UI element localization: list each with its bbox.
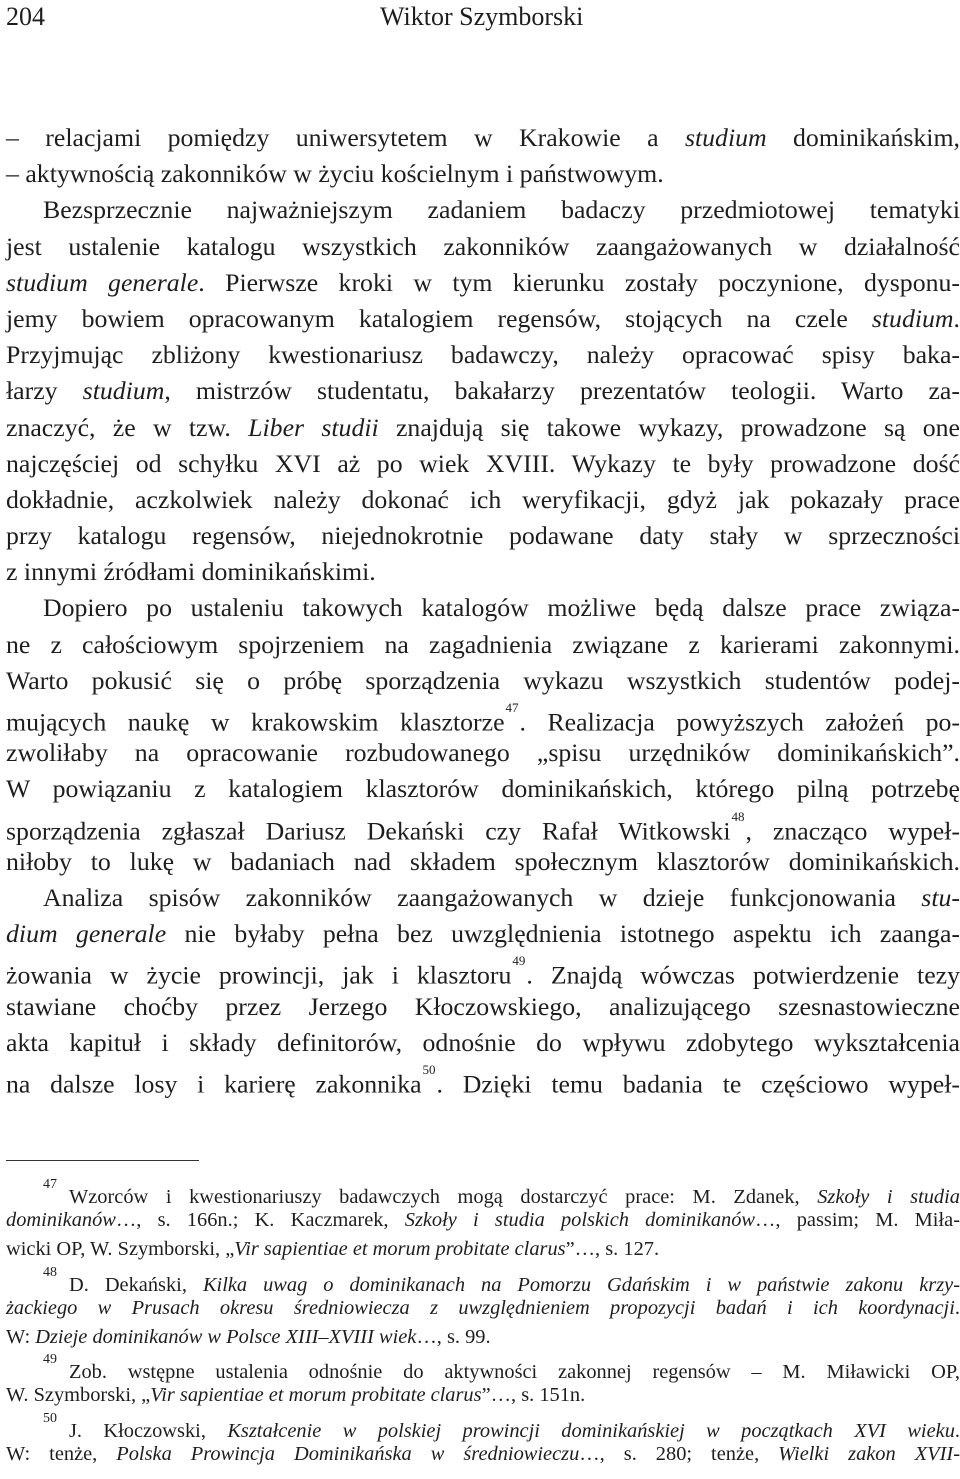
page-header	[6, 0, 960, 34]
text-line: łarzy studium, mistrzów studentatu, bakałarzy prezentatów teologii. Warto za-	[6, 376, 960, 406]
text-line: akta kapituł i składy definitorów, odnośnie do wpływu zdobytego wykształcenia	[6, 1027, 960, 1057]
footnote-line: żackiego w Prusach okresu średniowiecza z uwzględnieniem propozycji badań i ich koordynacji.	[6, 1296, 960, 1319]
footnote-50: $^{50}$J. Kłoczowski, Kształcenie w polskiej prowincji dominikańskiej w początkach XVI wieku.	[43, 1410, 960, 1442]
text-line: ne z całościowym spojrzeniem na zagadnienia związane z karierami zakonnymi.	[6, 629, 960, 659]
text-line: studium generale. Pierwsze kroki w tym kierunku zostały poczynione, dysponu-	[6, 267, 960, 297]
text-line: mujących naukę w krakowskim klasztorze$^{47}$. Realizacja powyższych założeń po-	[6, 700, 960, 737]
text-line: W powiązaniu z katalogiem klasztorów dominikańskich, którego pilną potrzebę	[6, 774, 960, 804]
footnote-separator	[6, 1160, 199, 1161]
main-text	[6, 120, 960, 1097]
paragraph-first-line: Bezsprzecznie najważniejszym zadaniem badaczy przedmiotowej tematyki	[43, 195, 960, 225]
text-line: stawiane choćby przez Jerzego Kłoczowskiego, analizującego szesnastowieczne	[6, 991, 960, 1021]
footnotes	[6, 1177, 960, 1469]
paragraph-first-line: Analiza spisów zakonników zaangażowanych w dzieje funkcjonowania stu-	[43, 882, 960, 912]
footnote-ref: 47	[505, 700, 519, 715]
footnote-line: W: Dzieje dominikanów w Polsce XIII–XVIII wiek…, s. 99.	[6, 1325, 491, 1348]
footnote-ref: 48	[731, 808, 745, 824]
text-line: Przyjmując zbliżony kwestionariusz badawczy, należy opracować spisy baka-	[6, 340, 960, 370]
footnote-number: 50	[43, 1410, 57, 1426]
footnote-line: W. Szymborski, „Vir sapientiae et morum probitate clarus”…, s. 151n.	[6, 1384, 586, 1407]
footnote-47: $^{47}$Wzorców i kwestionariuszy badawczych mogą dostarczyć prace: M. Zdanek, Szkoły i studia	[43, 1177, 960, 1208]
footnote-number: 47	[43, 1177, 57, 1192]
text-line: niłoby to lukę w badaniach nad składem społecznym klasztorów dominikańskich.	[6, 846, 960, 876]
text-line: żowania w życie prowincji, jak i klasztoru$^{49}$. Znajdą wówczas potwierdzenie tezy	[6, 953, 960, 990]
footnote-number: 48	[43, 1264, 57, 1280]
text-line: przy katalogu regensów, niejednokrotnie podawane daty stały w sprzeczności	[6, 521, 960, 551]
text-line: sporządzenia zgłaszał Dariusz Dekański czy Rafał Witkowski$^{48}$, znacząco wypeł-	[6, 808, 960, 846]
text-line: – aktywnością zakonników w życiu kościelnym i państwowym.	[6, 159, 664, 189]
footnote-line: wicki OP, W. Szymborski, „Vir sapientiae et morum probitate clarus”…, s. 127.	[6, 1238, 660, 1261]
text-line: dium generale nie byłaby pełna bez uwzględnienia istotnego aspektu ich zaanga-	[6, 919, 960, 949]
text-line: Warto pokusić się o próbę sporządzenia wykazu wszystkich studentów podej-	[6, 665, 960, 695]
footnote-ref: 49	[512, 953, 526, 969]
footnote-ref: 50	[422, 1061, 436, 1077]
footnote-48: $^{48}$D. Dekański, Kilka uwag o dominikanach na Pomorzu Gdańskim i w państwie zakonu krzy-	[43, 1264, 960, 1296]
footnote-number: 49	[43, 1352, 57, 1368]
text-line: jest ustalenie katalogu wszystkich zakonników zaangażowanych w działalność	[6, 231, 960, 261]
text-line: jemy bowiem opracowanym katalogiem regensów, stojących na czele studium.	[6, 303, 960, 333]
text-line: zwoliłaby na opracowanie rozbudowanego „spisu urzędników dominikańskich”.	[6, 738, 960, 768]
running-head: Wiktor Szymborski	[380, 2, 584, 31]
text-line: najczęściej od schyłku XVI aż po wiek XVIII. Wykazy te były prowadzone dość	[6, 448, 960, 478]
page-number: 204	[6, 2, 45, 31]
paragraph-first-line: Dopiero po ustaleniu takowych katalogów możliwe będą dalsze prace związa-	[43, 593, 960, 623]
text-line: dokładnie, aczkolwiek należy dokonać ich weryfikacji, gdyż jak pokazały prace	[6, 484, 960, 514]
text-line: znaczyć, że w tzw. Liber studii znajdują się takowe wykazy, prowadzone są one	[6, 412, 960, 442]
text-line: na dalsze losy i karierę zakonnika$^{50}$. Dzięki temu badania te częściowo wypeł-	[6, 1061, 960, 1099]
footnote-line: W: tenże, Polska Prowincja Dominikańska w średniowieczu…, s. 280; tenże, Wielki zakon XVII-	[6, 1442, 960, 1465]
footnote-49: $^{49}$Zob. wstępne ustalenia odnośnie do aktywności zakonnej regensów – M. Miławicki OP,	[43, 1352, 960, 1383]
text-line: – relacjami pomiędzy uniwersytetem w Krakowie a studium dominikańskim,	[6, 123, 960, 152]
text-line: z innymi źródłami dominikańskimi.	[6, 557, 376, 587]
footnote-line: dominikanów…, s. 166n.; K. Kaczmarek, Szkoły i studia polskich dominikanów…, passim; M. Miła-	[6, 1209, 960, 1232]
